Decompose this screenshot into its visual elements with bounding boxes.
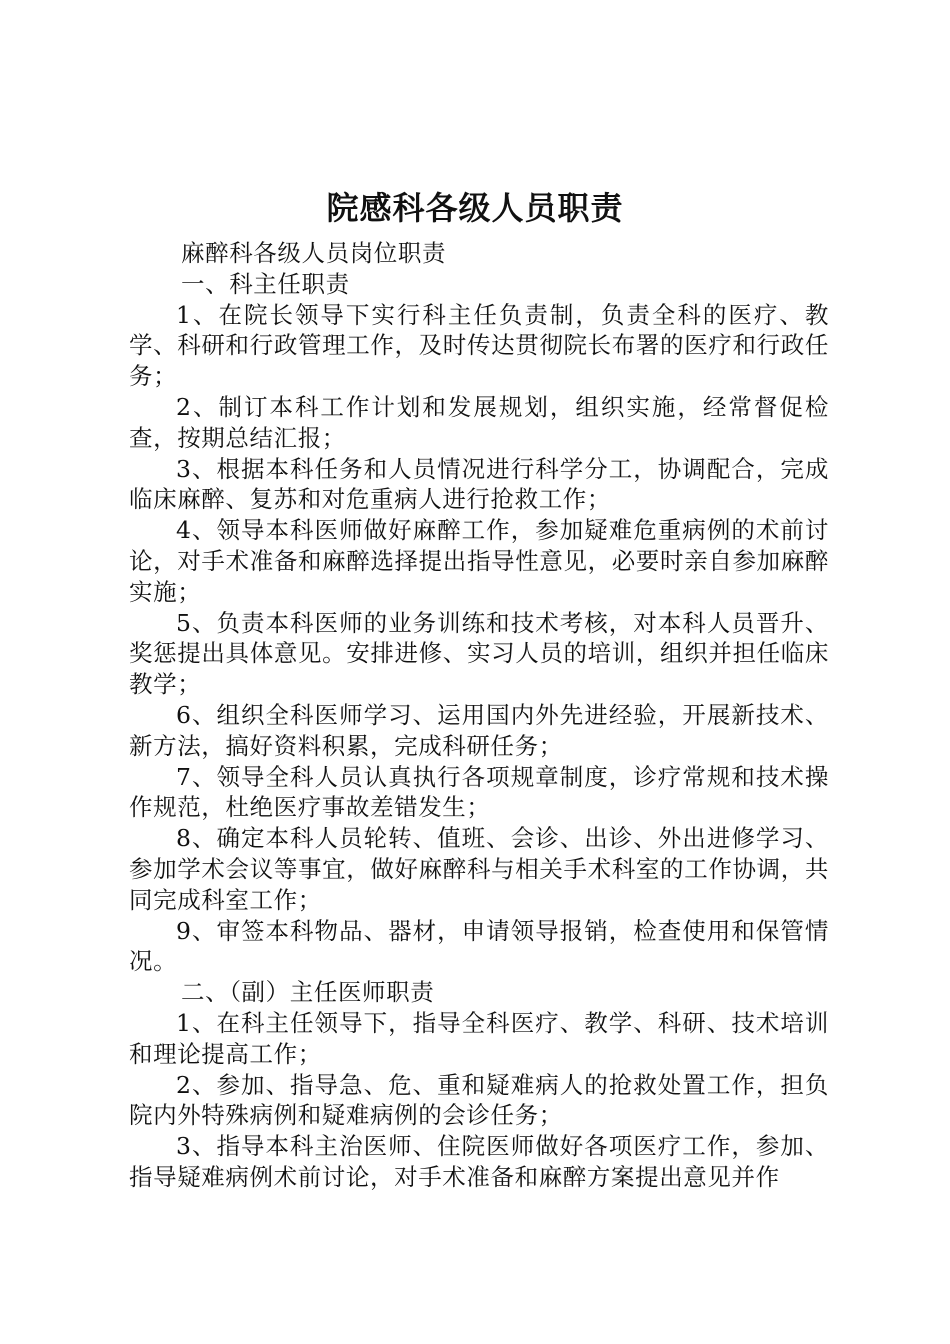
paragraph: 3、根据本科任务和人员情况进行科学分工，协调配合，完成临床麻醉、复苏和对危重病人进行抢救工作；: [129, 454, 829, 514]
paragraph: 5、负责本科医师的业务训练和技术考核，对本科人员晋升、奖惩提出具体意见。安排进修、实习人员的培训，组织并担任临床教学；: [129, 608, 829, 699]
paragraph: 7、领导全科人员认真执行各项规章制度，诊疗常规和技术操作规范，杜绝医疗事故差错发生；: [129, 762, 829, 822]
paragraph: 9、审签本科物品、器材，申请领导报销，检查使用和保管情况。: [129, 916, 829, 976]
paragraph: 4、领导本科医师做好麻醉工作，参加疑难危重病例的术前讨论，对手术准备和麻醉选择提出指导性意见，必要时亲自参加麻醉实施；: [129, 516, 829, 606]
paragraph: 1、在科主任领导下，指导全科医疗、教学、科研、技术培训和理论提高工作；: [129, 1008, 829, 1068]
paragraph: 2、制订本科工作计划和发展规划，组织实施，经常督促检查，按期总结汇报；: [129, 392, 829, 452]
paragraph: 1、在院长领导下实行科主任负责制，负责全科的医疗、教学、科研和行政管理工作，及时传达贯彻院长布署的医疗和行政任务；: [129, 300, 829, 391]
section-heading-1: 一、科主任职责: [181, 269, 350, 298]
document-title: 院感科各级人员职责: [326, 189, 624, 227]
paragraph: 2、参加、指导急、危、重和疑难病人的抢救处置工作，担负院内外特殊病例和疑难病例的会诊任务；: [129, 1070, 829, 1130]
paragraph: 8、确定本科人员轮转、值班、会诊、出诊、外出进修学习、参加学术会议等事宜，做好麻醉科与相关手术科室的工作协调，共同完成科室工作；: [129, 824, 829, 914]
document-body: [129, 238, 829, 1193]
paragraph: 6、组织全科医师学习、运用国内外先进经验，开展新技术、新方法，搞好资料积累，完成科研任务；: [129, 700, 829, 760]
section-subtitle: 麻醉科各级人员岗位职责: [181, 239, 447, 267]
section-heading-2: 二、（副）主任医师职责: [181, 978, 435, 1007]
paragraph: 3、指导本科主治医师、住院医师做好各项医疗工作，参加、指导疑难病例术前讨论，对手术准备和麻醉方案提出意见并作: [129, 1132, 829, 1191]
